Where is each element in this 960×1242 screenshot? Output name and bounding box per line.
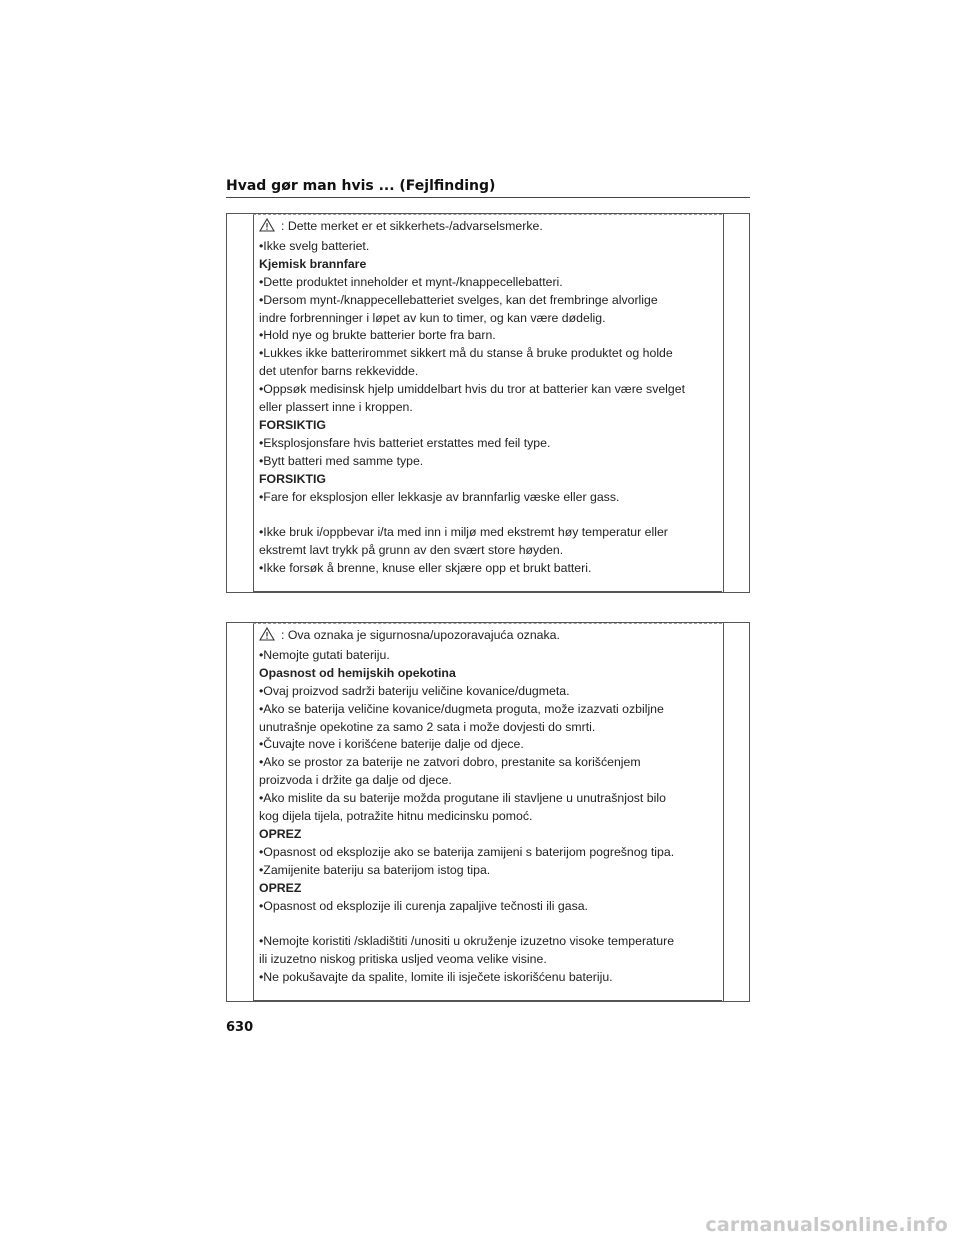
notice-line bbox=[259, 560, 719, 578]
notice-line bbox=[259, 274, 719, 292]
notice-line bbox=[259, 399, 719, 417]
line-text: •Dette produktet inneholder et mynt-/knappecellebatteri. bbox=[259, 274, 563, 289]
notice-line bbox=[259, 524, 719, 542]
notice-line bbox=[259, 363, 719, 381]
frame-left-rule bbox=[253, 623, 254, 1001]
line-text: •Hold nye og brukte batterier borte fra barn. bbox=[259, 328, 496, 343]
notice-line bbox=[259, 933, 719, 951]
line-text: •Ikke forsøk å brenne, knuse eller skjære opp et brukt batteri. bbox=[259, 561, 592, 576]
notice-line bbox=[259, 969, 719, 987]
line-text: ili izuzetno niskog pritiska usljed veoma velike visine. bbox=[259, 952, 547, 967]
notice-line bbox=[259, 381, 719, 399]
notice-line bbox=[259, 292, 719, 310]
notice-line bbox=[259, 844, 719, 862]
line-text: ekstremt lavt trykk på grunn av den svært store høyden. bbox=[259, 543, 564, 558]
line-text: OPREZ bbox=[259, 880, 302, 895]
section-heading bbox=[259, 417, 719, 435]
notice-line bbox=[259, 736, 719, 754]
frame-right-rule bbox=[723, 214, 724, 592]
line-text: •Čuvajte nove i korišćene baterije dalje od djece. bbox=[259, 737, 524, 752]
line-text: FORSIKTIG bbox=[259, 471, 326, 486]
line-text: Opasnost od hemijskih opekotina bbox=[259, 665, 456, 680]
line-text: unutrašnje opekotine za samo 2 sata i može dovjesti do smrti. bbox=[259, 719, 596, 734]
notice-line bbox=[259, 898, 719, 916]
notice-line bbox=[259, 862, 719, 880]
notice-line bbox=[259, 951, 719, 969]
notice-line bbox=[259, 719, 719, 737]
line-text: •Zamijenite bateriju sa baterijom istog tipa. bbox=[259, 862, 491, 877]
notice-line bbox=[259, 790, 719, 808]
notice-line bbox=[259, 772, 719, 790]
notice-line bbox=[259, 489, 719, 507]
notice-line bbox=[259, 701, 719, 719]
line-text: •Ako se prostor za baterije ne zatvori dobro, prestanite sa korišćenjem bbox=[259, 755, 641, 770]
notice-line bbox=[259, 627, 719, 647]
battery-warning-croatian bbox=[226, 622, 750, 1002]
warning-triangle-icon bbox=[259, 218, 275, 238]
notice-line bbox=[259, 754, 719, 772]
notice-text bbox=[259, 627, 719, 987]
notice-line bbox=[259, 683, 719, 701]
blank-line bbox=[259, 507, 719, 525]
line-text: •Opasnost od eksplozije ili curenja zapaljive tečnosti ili gasa. bbox=[259, 898, 588, 913]
line-text: •Ako se baterija veličine kovanice/dugmeta proguta, može izazvati ozbiljne bbox=[259, 701, 664, 716]
line-text: •Lukkes ikke batterirommet sikkert må du stanse å bruke produktet og holde bbox=[259, 346, 673, 361]
line-text: eller plassert inne i kroppen. bbox=[259, 400, 413, 415]
line-text: •Nemojte gutati bateriju. bbox=[259, 647, 390, 662]
notice-line bbox=[259, 808, 719, 826]
line-text: •Dersom mynt-/knappecellebatteriet svelges, kan det frembringe alvorlige bbox=[259, 292, 658, 307]
line-text: •Ako mislite da su baterije možda progutane ili stavljene u unutrašnjost bilo bbox=[259, 791, 666, 806]
line-text: •Ne pokušavajte da spalite, lomite ili isječete iskorišćenu bateriju. bbox=[259, 970, 613, 985]
line-text: OPREZ bbox=[259, 826, 302, 841]
notice-line bbox=[259, 345, 719, 363]
notice-line bbox=[259, 238, 719, 256]
section-heading bbox=[259, 665, 719, 683]
line-text: •Ovaj proizvod sadrži bateriju veličine kovanice/dugmeta. bbox=[259, 683, 570, 698]
line-text: •Ikke bruk i/oppbevar i/ta med inn i miljø med ekstremt høy temperatur eller bbox=[259, 525, 668, 540]
line-text: : Ova oznaka je sigurnosna/upozoravajuća oznaka. bbox=[281, 628, 560, 642]
line-text: det utenfor barns rekkevidde. bbox=[259, 364, 419, 379]
frame-top-rule bbox=[253, 623, 722, 624]
line-text: •Oppsøk medisinsk hjelp umiddelbart hvis du tror at batterier kan være svelget bbox=[259, 382, 686, 397]
line-text: FORSIKTIG bbox=[259, 417, 326, 432]
frame-top-rule bbox=[253, 214, 722, 215]
line-text: Kjemisk brannfare bbox=[259, 256, 367, 271]
section-heading bbox=[259, 826, 719, 844]
notice-line bbox=[259, 435, 719, 453]
line-text: indre forbrenninger i løpet av kun to timer, og kan være dødelig. bbox=[259, 310, 606, 325]
page-number: 630 bbox=[226, 1020, 254, 1035]
line-text: •Bytt batteri med samme type. bbox=[259, 453, 424, 468]
section-heading bbox=[259, 880, 719, 898]
line-text: •Nemojte koristiti /skladištiti /unositi u okruženje izuzetno visoke temperature bbox=[259, 934, 675, 949]
notice-line bbox=[259, 542, 719, 560]
section-heading bbox=[259, 256, 719, 274]
notice-line bbox=[259, 453, 719, 471]
line-text: •Fare for eksplosjon eller lekkasje av brannfarlig væske eller gass. bbox=[259, 489, 620, 504]
section-heading bbox=[259, 471, 719, 489]
blank-line bbox=[259, 916, 719, 934]
frame-bottom-rule bbox=[253, 1000, 722, 1001]
line-text: : Dette merket er et sikkerhets-/advarselsmerke. bbox=[281, 219, 543, 233]
frame-right-rule bbox=[723, 623, 724, 1001]
line-text: •Eksplosjonsfare hvis batteriet erstattes med feil type. bbox=[259, 435, 551, 450]
frame-bottom-rule bbox=[253, 591, 722, 592]
line-text: •Ikke svelg batteriet. bbox=[259, 238, 370, 253]
watermark[interactable]: carmanualsonline.info bbox=[705, 1214, 948, 1236]
page-header: Hvad gør man hvis ... (Fejlfinding) bbox=[226, 178, 750, 198]
battery-warning-norwegian bbox=[226, 213, 750, 593]
line-text: •Opasnost od eksplozije ako se baterija zamijeni s baterijom pogrešnog tipa. bbox=[259, 844, 675, 859]
notice-line bbox=[259, 647, 719, 665]
line-text: kog dijela tijela, potražite hitnu medicinsku pomoć. bbox=[259, 809, 533, 824]
notice-line bbox=[259, 310, 719, 328]
warning-triangle-icon bbox=[259, 627, 275, 647]
frame-left-rule bbox=[253, 214, 254, 592]
notice-text bbox=[259, 218, 719, 578]
line-text: proizvoda i držite ga dalje od djece. bbox=[259, 773, 452, 788]
notice-line bbox=[259, 327, 719, 345]
notice-line bbox=[259, 218, 719, 238]
